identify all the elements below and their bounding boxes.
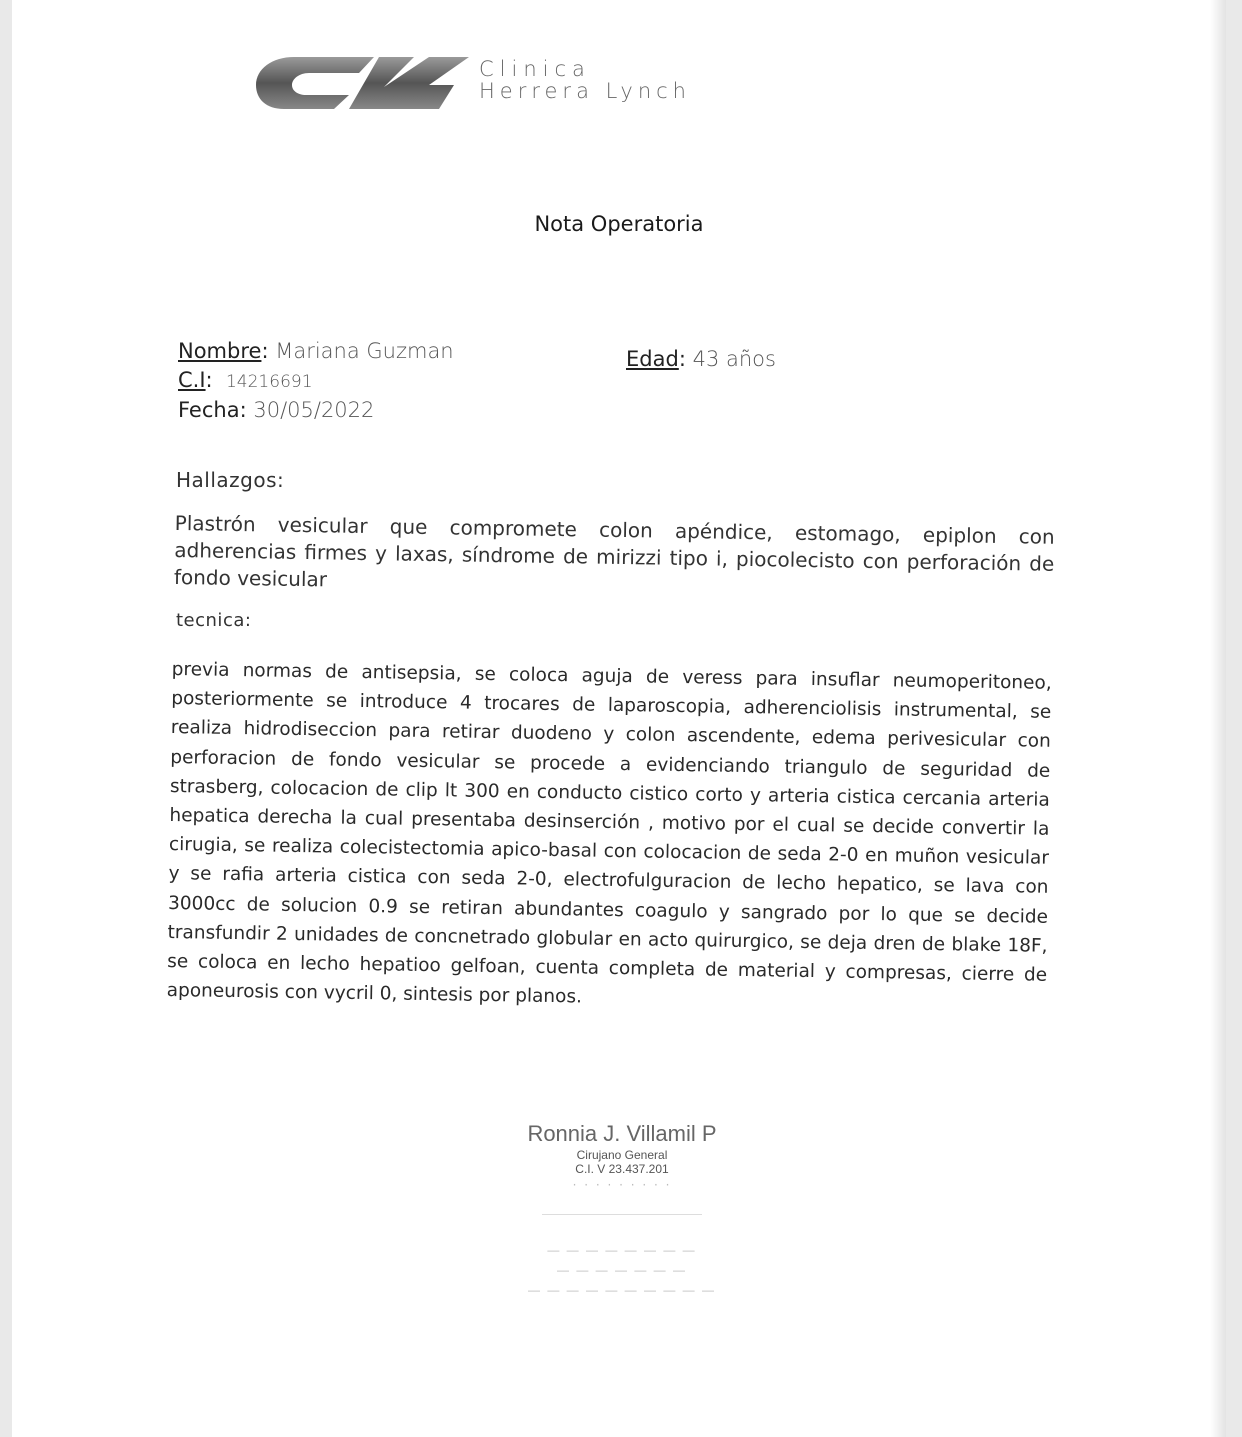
hallazgos-heading: Hallazgos:	[176, 468, 285, 492]
surgeon-name: Ronnia J. Villamil P	[527, 1121, 717, 1146]
surgeon-role: Cirujano General	[576, 1148, 668, 1162]
document-page	[12, 0, 1226, 1437]
tecnica-heading: tecnica:	[176, 610, 252, 631]
signature-line	[542, 1214, 702, 1215]
faint-stamp-line: · · · · · · · · ·	[572, 1178, 672, 1192]
hallazgos-paragraph: Plastrón vesicular que compromete colon apéndice, estomago, epiplon con adherencias firmes y laxas, síndrome de mirizzi tipo i, piocolecisto con perforación de fondo vesicular	[173, 510, 1055, 592]
tecnica-paragraph: previa normas de antisepsia, se coloca aguja de veress para insuflar neumoperitoneo, posteriormente se introduce 4 trocares de laparoscopia, adherenciolisis instrumental, se realiza hidrodiseccion para retirar duodeno y colon ascendente, edema perivesicular con perforacion de fondo vesicular se procede a evidenciando triangulo de seguridad de strasberg, colocacion de clip lt 300 en conducto cistico corto y arteria cistica cercania arteria hepatica derecha la cual presentaba desinserción , motivo por el cual se decide convertir la cirugia, se realiza colecistectomia apico-basal con colocacion de seda 2-0 en muñon vesicular y se rafia arteria cistica con seda 2-0, electrofulguracion de lecho hepatico, se lava con 3000cc de solucion 0.9 se retiran abundantes coagulo y sangrado por lo que se decide transfundir 2 unidades de concnetrado globular en acto quirurgico, se deja dren de blake 18F, se coloca en lecho hepatioo gelfoan, cuenta completa de material y compresas, cierre de aponeurosis con vycril 0, sintesis por planos.	[166, 658, 1052, 1008]
faded-doctor-stamp: — — — — — — — — — — — — — — — — — — — — — — — — —	[527, 1243, 716, 1297]
patient-date-field: Fecha: 30/05/2022	[178, 398, 375, 422]
clinic-logo-mark	[254, 55, 474, 111]
clinic-name-line2: Herrera Lynch	[479, 79, 691, 103]
patient-age-field: Edad: 43 años	[626, 347, 776, 371]
clinic-name-line1: Clinica	[479, 57, 591, 81]
patient-age-value: 43 años	[692, 347, 776, 371]
patient-name-field: Nombre: Mariana Guzman	[178, 339, 454, 363]
patient-name-label: Nombre	[178, 339, 262, 363]
patient-date-label: Fecha	[178, 398, 240, 422]
clinic-logo	[254, 55, 774, 115]
patient-ci-value: 14216691	[225, 372, 313, 392]
patient-ci-label: C.I	[178, 368, 206, 392]
patient-name-value: Mariana Guzman	[275, 339, 454, 363]
patient-ci-field: C.I: 14216691	[178, 368, 313, 392]
surgeon-signature-block	[452, 1120, 792, 1215]
patient-age-label: Edad	[626, 347, 679, 371]
document-title: Nota Operatoria	[534, 212, 704, 236]
surgeon-ci: C.I. V 23.437.201	[575, 1162, 669, 1176]
patient-date-value: 30/05/2022	[253, 398, 375, 422]
